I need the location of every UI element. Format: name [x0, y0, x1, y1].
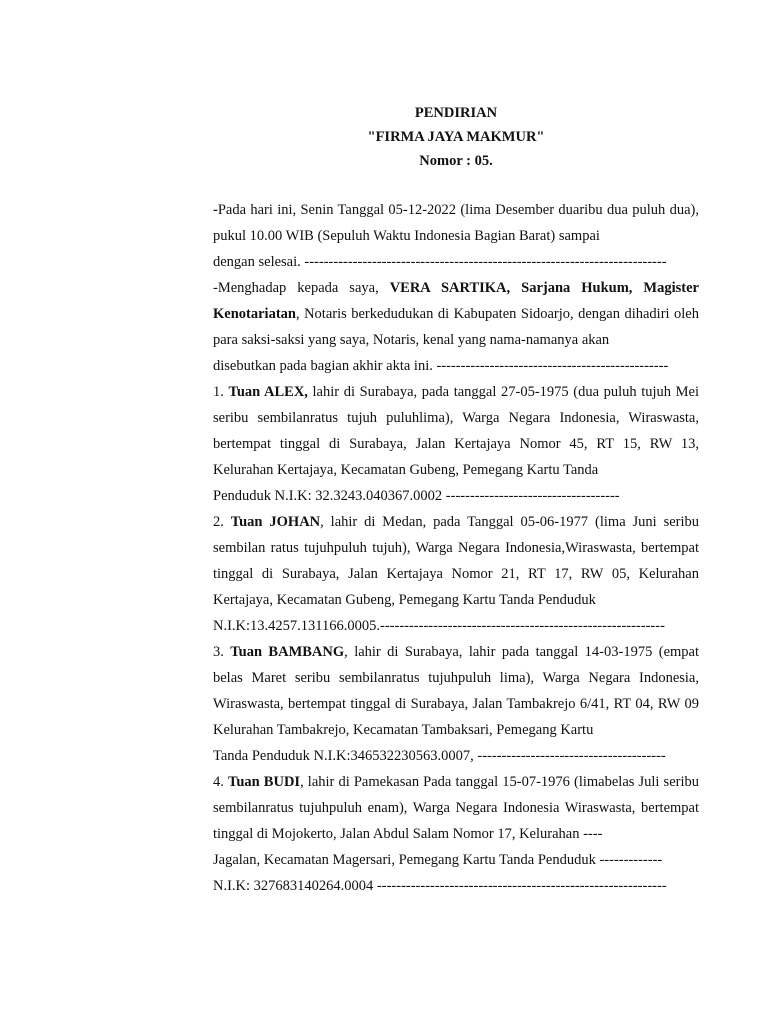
- person-name: Tuan JOHAN: [230, 514, 321, 530]
- person-number: 2.: [213, 514, 231, 530]
- person-nik-line: Tanda Penduduk N.I.K:346532230563.0007, ---------------------------------------: [213, 748, 666, 764]
- person-entry: [213, 639, 699, 769]
- person-entry: [213, 509, 699, 639]
- opening-last-line: dengan selesai. ---------------------------------------------------------------------------: [213, 254, 667, 270]
- person-details: , lahir di Medan, pada Tanggal 05-06-1977 (lima Juni seribu sembilan ratus tujuhpuluh tujuh), Warga Negara Indonesia,Wiraswasta, bertempat tinggal di Surabaya, Jalan Kertajaya Nomor 21, RT 17, RW 05, Kelurahan Kertajaya, Kecamatan Gubeng, Pemegang Kartu Tanda Penduduk: [213, 514, 700, 608]
- person-entry: [213, 769, 699, 899]
- person-name: Tuan BAMBANG: [230, 644, 345, 660]
- person-ktp-line: Jagalan, Kecamatan Magersari, Pemegang Kartu Tanda Penduduk -------------: [213, 852, 663, 868]
- person-nik-line: N.I.K: 327683140264.0004 ------------------------------------------------------------: [213, 878, 667, 894]
- opening-paragraph: [213, 197, 699, 275]
- person-entry: [213, 379, 699, 509]
- opening-text: Pada hari ini, Senin Tanggal 05-12-2022 (lima Desember duaribu dua puluh dua), pukul 10.00 WIB (Sepuluh Waktu Indonesia Bagian Barat) sampai: [213, 202, 699, 244]
- appearance-prefix: -Menghadap kepada saya,: [213, 280, 390, 296]
- person-name: Tuan BUDI: [227, 774, 301, 790]
- person-number: 1.: [213, 384, 229, 400]
- notary-name: VERA SARTIKA, Sarjana Hukum, Magister Kenotariatan: [213, 280, 699, 322]
- deed-body: [213, 197, 699, 899]
- person-name: Tuan ALEX,: [228, 384, 308, 400]
- person-number: 3.: [213, 644, 231, 660]
- firm-name: "FIRMA JAYA MAKMUR": [367, 129, 545, 145]
- appearance-last-line: disebutkan pada bagian akhir akta ini. ------------------------------------------------: [213, 358, 669, 374]
- document-page: [213, 101, 699, 899]
- person-number: 4.: [213, 774, 228, 790]
- deed-heading: [213, 101, 699, 173]
- person-details: , lahir di Pamekasan Pada tanggal 15-07-1976 (limabelas Juli seribu sembilanratus tujuhpuluh enam), Warga Negara Indonesia Wiraswasta, bertempat tinggal di Mojokerto, Jalan Abdul Salam Nomor 17, Kelurahan ----: [213, 774, 699, 842]
- appearance-text: , Notaris berkedudukan di Kabupaten Sidoarjo, dengan dihadiri oleh para saksi-saksi yang saya, Notaris, kenal yang nama-namanya akan: [213, 306, 699, 348]
- person-details: , lahir di Surabaya, lahir pada tanggal 14-03-1975 (empat belas Maret seribu sembilanratus tujuhpuluh lima), Warga Negara Indonesia, Wiraswasta, bertempat tinggal di Surabaya, Jalan Tambakrejo 6/41, RT 04, RW 09 Kelurahan Tambakrejo, Kecamatan Tambaksari, Pemegang Kartu: [213, 644, 700, 738]
- deed-title: PENDIRIAN: [414, 105, 498, 121]
- person-nik-line: N.I.K:13.4257.131166.0005.-----------------------------------------------------------: [213, 618, 665, 634]
- person-nik-line: Penduduk N.I.K: 32.3243.040367.0002 ------------------------------------: [213, 488, 620, 504]
- appearance-paragraph: [213, 275, 699, 379]
- opening-dash: -: [213, 202, 218, 218]
- person-details: lahir di Surabaya, pada tanggal 27-05-1975 (dua puluh tujuh Mei seribu sembilanratus tujuh puluhlima), Warga Negara Indonesia, Wiraswasta, bertempat tinggal di Surabaya, Jalan Kertajaya Nomor 45, RT 15, RW 13, Kelurahan Kertajaya, Kecamatan Gubeng, Pemegang Kartu Tanda: [213, 384, 700, 478]
- deed-number: Nomor : 05.: [419, 153, 493, 169]
